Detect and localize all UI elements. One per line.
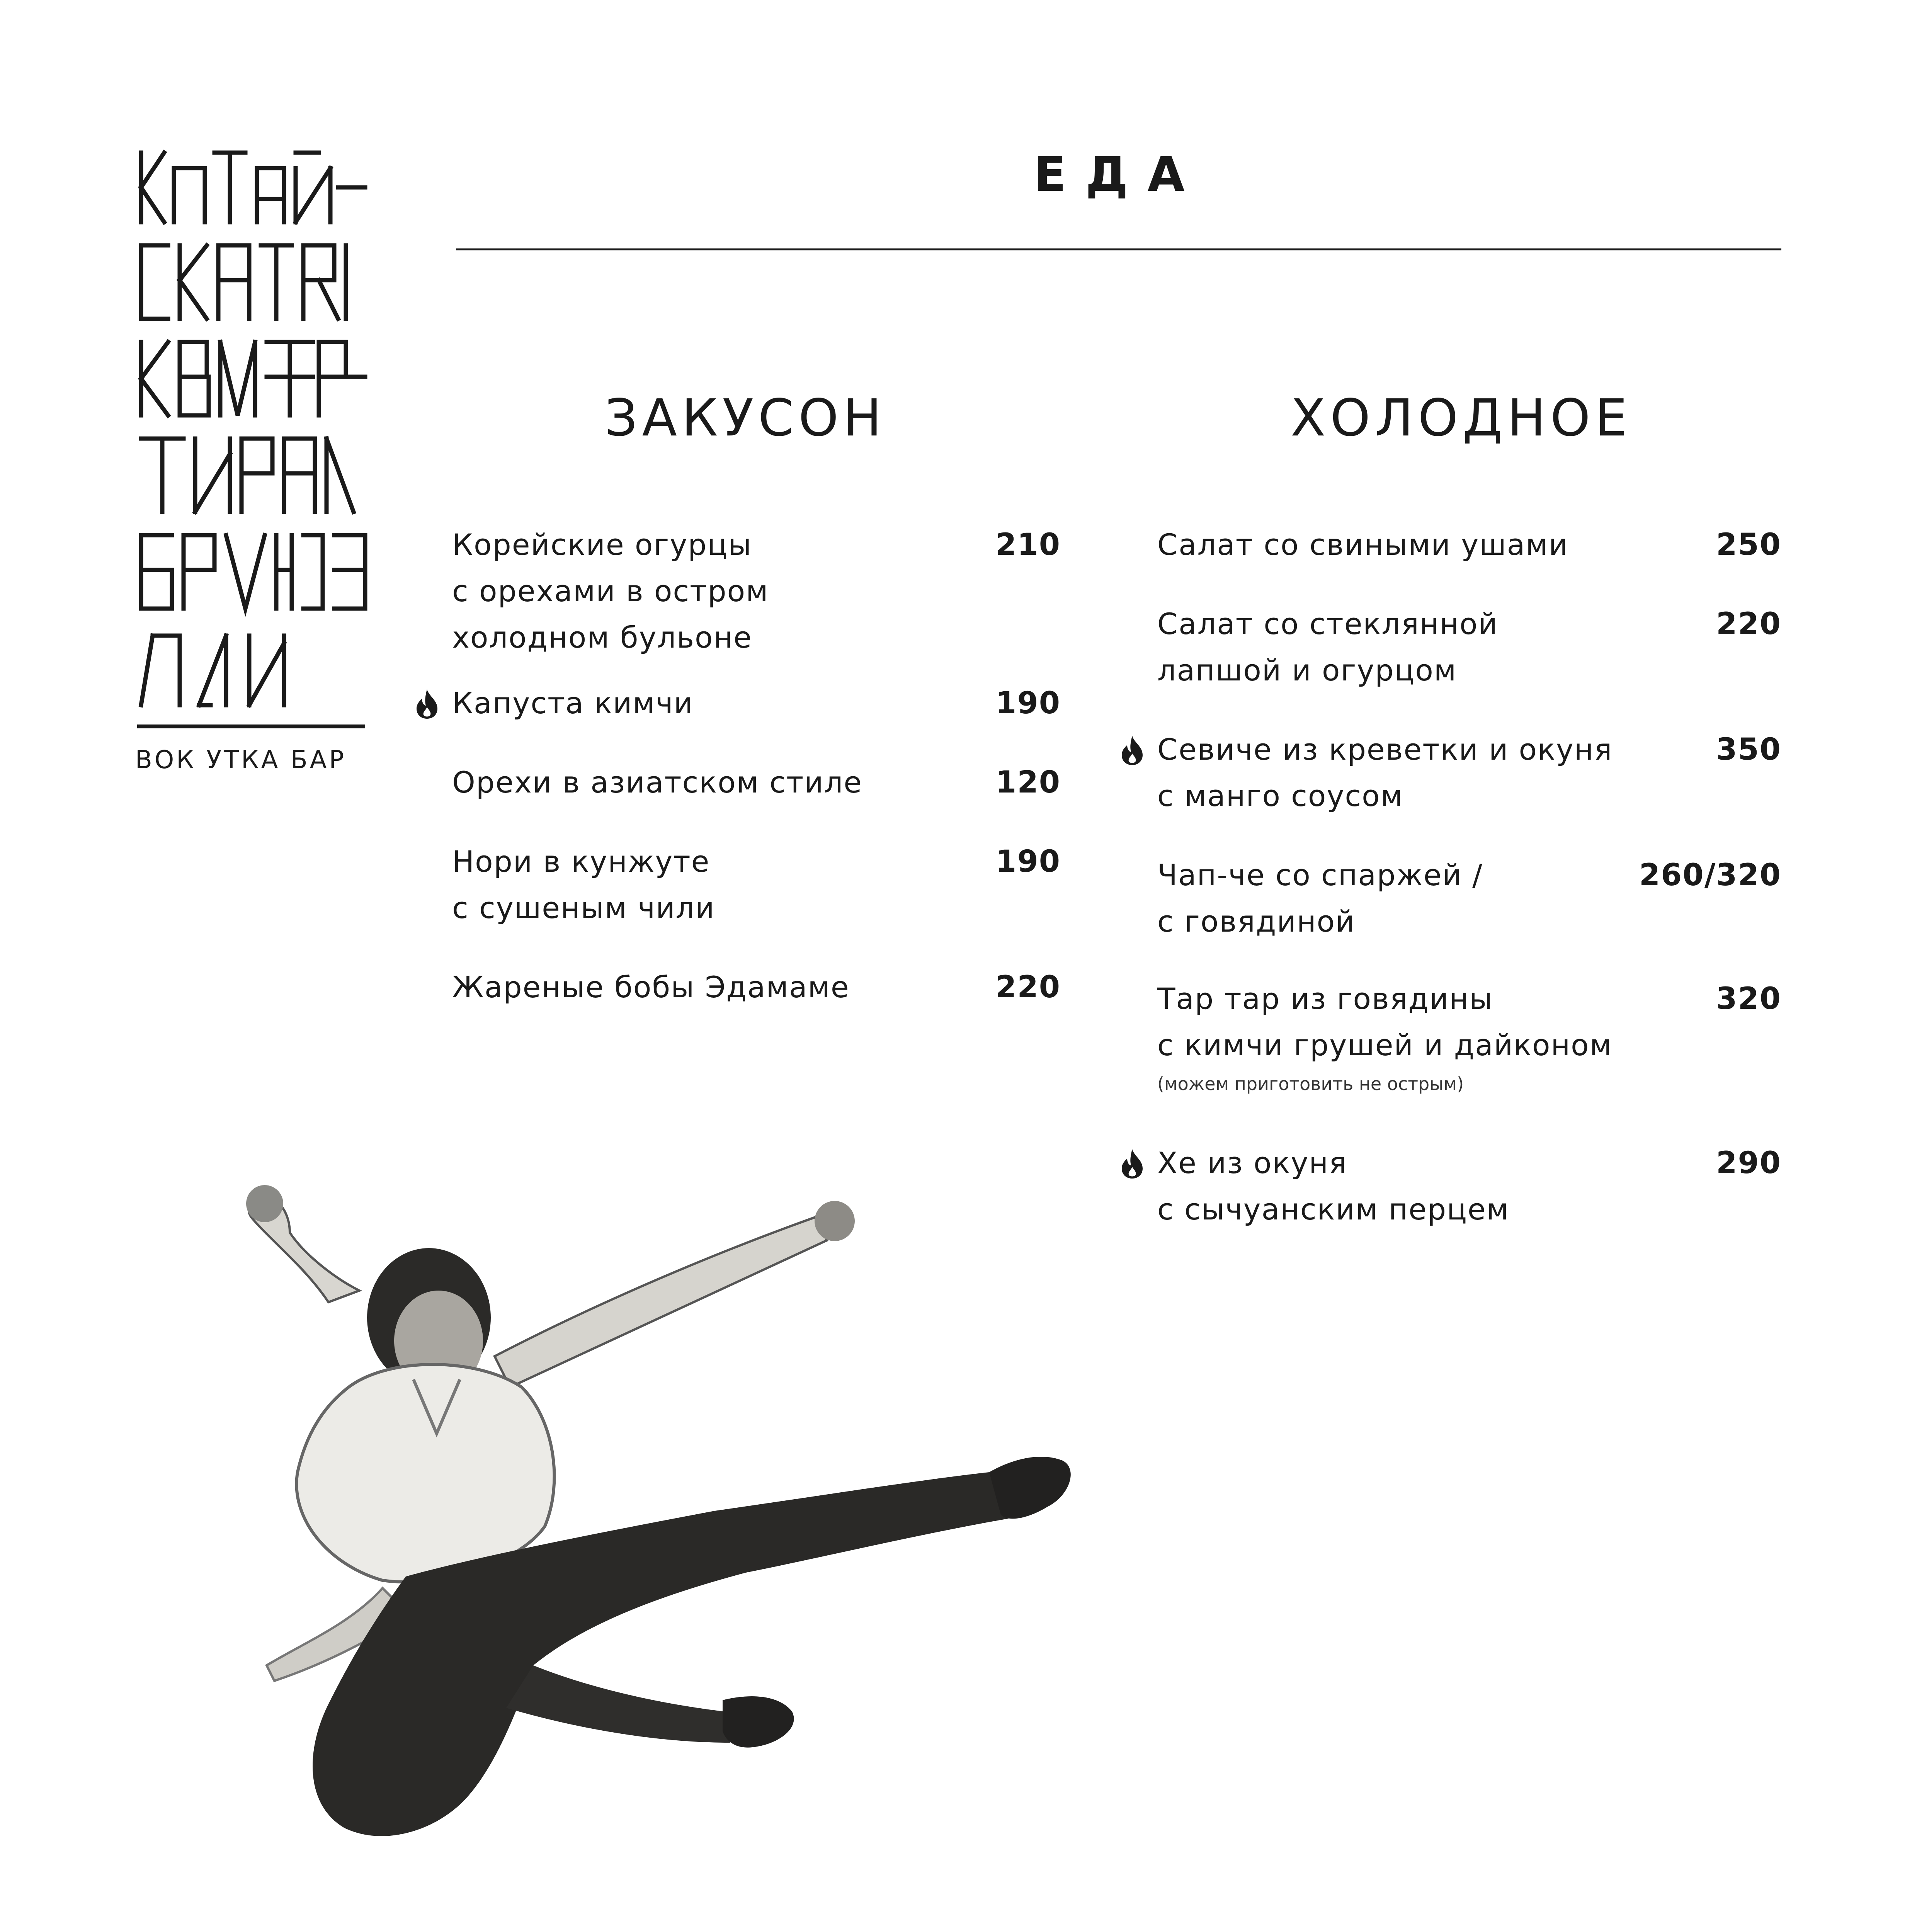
- menu-item-name: Хе из окуня с сычуанским перцем: [1157, 1146, 1509, 1226]
- logo-subtitle: ВОК УТКА БАР: [135, 746, 346, 774]
- menu-item-price: 260/320: [1639, 858, 1781, 893]
- page-title: ЕДА: [1033, 147, 1204, 202]
- menu-item-price: 320: [1716, 981, 1781, 1016]
- menu-item: [1157, 601, 1781, 694]
- section-title-zakuson: ЗАКУСОН: [605, 388, 886, 448]
- logo-rule: [137, 724, 365, 728]
- menu-item-name: Салат со стеклянной лапшой и огурцом: [1157, 607, 1498, 687]
- menu-item: [452, 964, 1061, 1010]
- menu-item-name: Тар тар из говядины с кимчи грушей и дайконом: [1157, 981, 1613, 1062]
- menu-item-price: 190: [995, 844, 1061, 879]
- menu-item-name: Севиче из креветки и окуня с манго соусом: [1157, 732, 1613, 813]
- menu-item-price: 210: [995, 527, 1061, 562]
- menu-item-price: 350: [1716, 732, 1781, 767]
- menu-item-name: Чап-че со спаржей / с говядиной: [1157, 858, 1483, 939]
- menu-item-price: 190: [995, 686, 1061, 721]
- menu-item: [1157, 976, 1781, 1099]
- menu-item: [1157, 852, 1781, 945]
- menu-list-zakuson: [452, 522, 1061, 1032]
- menu-item-name: Орехи в азиатском стиле: [452, 765, 862, 799]
- menu-item-price: 220: [1716, 607, 1781, 641]
- flame-icon: [413, 689, 441, 719]
- menu-item: [452, 680, 1061, 726]
- flame-icon: [1119, 735, 1146, 766]
- section-title-holodnoe: ХОЛОДНОЕ: [1291, 388, 1632, 448]
- menu-item: [452, 522, 1061, 661]
- menu-item-price: 290: [1716, 1146, 1781, 1180]
- menu-item: [1157, 522, 1781, 568]
- title-divider: [456, 248, 1781, 250]
- logo-wordmark: [137, 145, 369, 713]
- menu-item: [452, 838, 1061, 931]
- menu-item-name: Корейские огурцы с орехами в остром холодном бульоне: [452, 527, 769, 655]
- martial-artist-photo: [89, 1140, 1364, 1932]
- menu-item: [1157, 726, 1781, 819]
- menu-item-price: 120: [995, 765, 1061, 800]
- logo-glyphs: [137, 145, 369, 713]
- menu-item-price: 250: [1716, 527, 1781, 562]
- menu-item-name: Жареные бобы Эдамаме: [452, 970, 850, 1004]
- menu-item-name: Нори в кунжуте с сушеным чили: [452, 844, 715, 925]
- menu-item: [452, 759, 1061, 806]
- menu-item-name: Салат со свиными ушами: [1157, 527, 1569, 562]
- menu-item-price: 220: [995, 970, 1061, 1005]
- flying-kick-illustration: [89, 1140, 1364, 1932]
- menu-item-name: Капуста кимчи: [452, 686, 694, 720]
- menu-item-note: (можем приготовить не острым): [1157, 1073, 1464, 1094]
